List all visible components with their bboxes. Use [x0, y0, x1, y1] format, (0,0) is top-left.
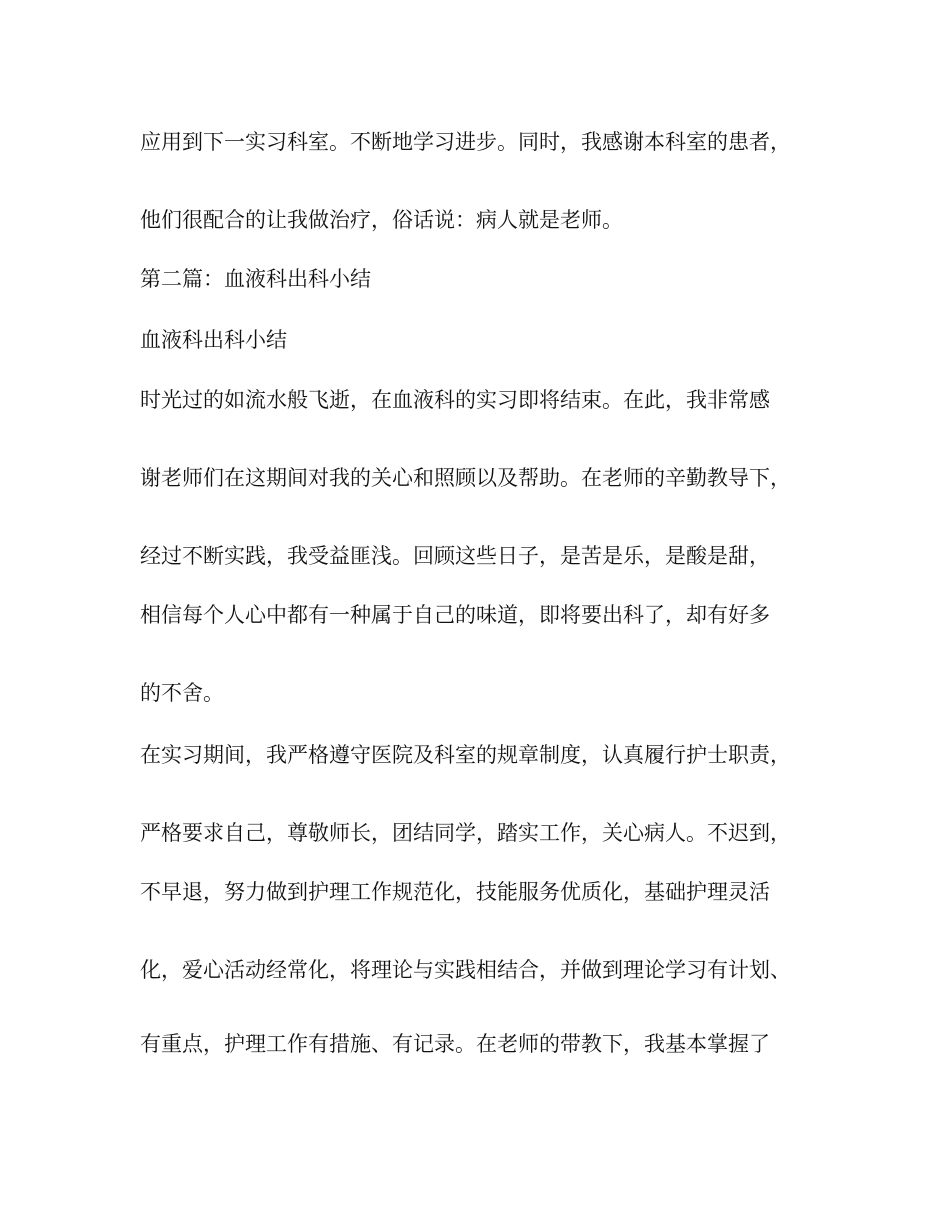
- paragraph-line: 的不舍。: [140, 681, 224, 705]
- paragraph-line: 应用到下一实习科室。不断地学习进步。同时，我感谢本科室的患者，: [140, 130, 791, 154]
- paragraph-line: 在实习期间，我严格遵守医院及科室的规章制度，认真履行护士职责，: [140, 743, 791, 767]
- paragraph-line: 他们很配合的让我做治疗，俗话说：病人就是老师。: [140, 208, 623, 232]
- section-heading: 第二篇：血液科出科小结: [140, 267, 371, 291]
- paragraph-line: 谢老师们在这期间对我的关心和照顾以及帮助。在老师的辛勤教导下，: [140, 466, 791, 490]
- paragraph-line: 有重点，护理工作有措施、有记录。在老师的带教下，我基本掌握了: [140, 1032, 770, 1056]
- article-title: 血液科出科小结: [140, 328, 287, 352]
- paragraph-line: 化，爱心活动经常化，将理论与实践相结合，并做到理论学习有计划、: [140, 958, 791, 982]
- paragraph-line: 时光过的如流水般飞逝，在血液科的实习即将结束。在此，我非常感: [140, 388, 770, 412]
- paragraph-line: 严格要求自己，尊敬师长，团结同学，踏实工作，关心病人。不迟到，: [140, 821, 791, 845]
- paragraph-line: 经过不断实践，我受益匪浅。回顾这些日子，是苦是乐，是酸是甜，: [140, 544, 770, 568]
- paragraph-line: 不早退，努力做到护理工作规范化，技能服务优质化，基础护理灵活: [140, 880, 770, 904]
- paragraph-line: 相信每个人心中都有一种属于自己的味道，即将要出科了，却有好多: [140, 603, 770, 627]
